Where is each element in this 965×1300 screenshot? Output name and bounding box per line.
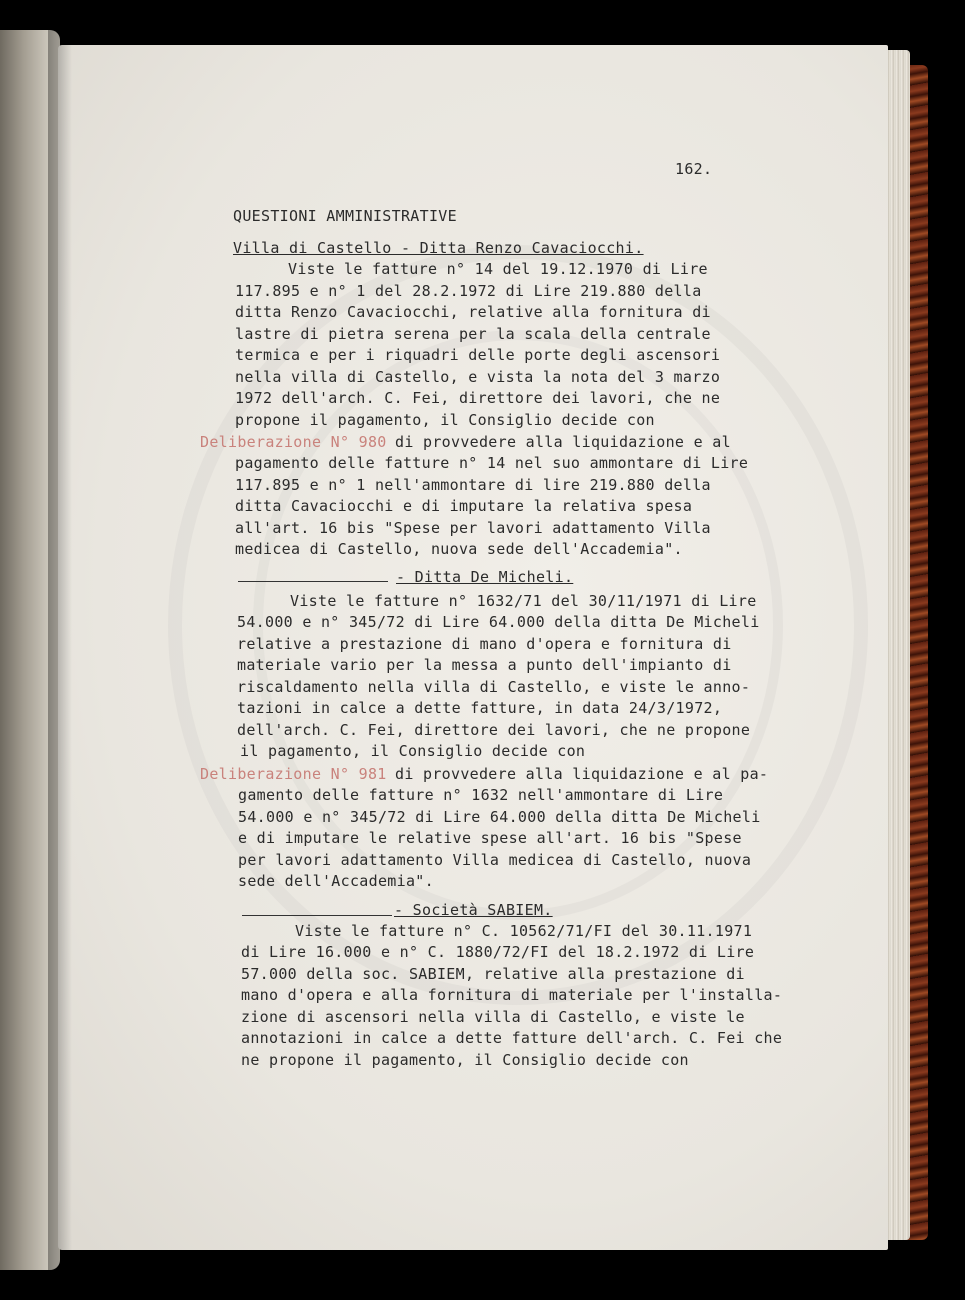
page-heading: QUESTIONI AMMINISTRATIVE xyxy=(233,207,457,225)
text-line: sede dell'Accademia". xyxy=(238,872,434,890)
section-title-cavaciocchi: Villa di Castello - Ditta Renzo Cavaciocchi. xyxy=(233,239,644,257)
deliberation-number: Deliberazione N° 980 xyxy=(200,433,387,451)
text-line: e di imputare le relative spese all'art. 16 bis "Spese xyxy=(238,829,742,847)
text-line: medicea di Castello, nuova sede dell'Accademia". xyxy=(235,540,683,558)
text-line: 1972 dell'arch. C. Fei, direttore dei lavori, che ne xyxy=(235,389,721,407)
section-title-de-micheli: - Ditta De Micheli. xyxy=(396,568,574,586)
text-line: 117.895 e n° 1 nell'ammontare di lire 219.880 della xyxy=(235,476,711,494)
blank-rule xyxy=(238,581,388,582)
book-gutter-shadow xyxy=(48,30,72,1270)
text-line: tazioni in calce a dette fatture, in data 24/3/1972, xyxy=(237,699,723,717)
text-line: propone il pagamento, il Consiglio decide con xyxy=(235,411,655,429)
text-line: di Lire 16.000 e n° C. 1880/72/FI del 18.2.1972 di Lire xyxy=(241,943,755,961)
blank-rule xyxy=(242,915,392,916)
text-line: ne propone il pagamento, il Consiglio decide con xyxy=(241,1051,689,1069)
section-title-sabiem: - Società SABIEM. xyxy=(394,901,553,919)
text-line: 117.895 e n° 1 del 28.2.1972 di Lire 219.880 della xyxy=(235,282,702,300)
text-line: dell'arch. C. Fei, direttore dei lavori, che ne propone xyxy=(237,721,751,739)
text-line: per lavori adattamento Villa medicea di Castello, nuova xyxy=(238,851,752,869)
text-line: ditta Cavaciocchi e di imputare la relativa spesa xyxy=(235,497,693,515)
page-number: 162. xyxy=(675,160,713,178)
text-line: di provvedere alla liquidazione e al pa- xyxy=(395,765,769,783)
text-line: all'art. 16 bis "Spese per lavori adattamento Villa xyxy=(235,519,711,537)
text-line: Viste le fatture n° 14 del 19.12.1970 di Lire xyxy=(288,260,708,278)
text-line: nella villa di Castello, e vista la nota del 3 marzo xyxy=(235,368,721,386)
text-line: di provvedere alla liquidazione e al xyxy=(395,433,731,451)
text-line: Viste le fatture n° C. 10562/71/FI del 30.11.1971 xyxy=(295,922,753,940)
text-line: 57.000 della soc. SABIEM, relative alla prestazione di xyxy=(241,965,745,983)
text-line: materiale vario per la messa a punto dell'impianto di xyxy=(237,656,732,674)
text-line: gamento delle fatture n° 1632 nell'ammontare di Lire xyxy=(238,786,724,804)
text-line: riscaldamento nella villa di Castello, e viste le anno- xyxy=(237,678,751,696)
text-line: relative a prestazione di mano d'opera e fornitura di xyxy=(237,635,732,653)
text-line: pagamento delle fatture n° 14 nel suo ammontare di Lire xyxy=(235,454,749,472)
text-line: 54.000 e n° 345/72 di Lire 64.000 della ditta De Micheli xyxy=(238,808,761,826)
text-line: annotazioni in calce a dette fatture dell'arch. C. Fei che xyxy=(241,1029,783,1047)
text-line: Viste le fatture n° 1632/71 del 30/11/1971 di Lire xyxy=(290,592,757,610)
text-line: termica e per i riquadri delle porte degli ascensori xyxy=(235,346,721,364)
text-line: mano d'opera e alla fornitura di materiale per l'installa- xyxy=(241,986,783,1004)
deliberation-number: Deliberazione N° 981 xyxy=(200,765,387,783)
text-line: zione di ascensori nella villa di Castello, e viste le xyxy=(241,1008,745,1026)
text-line: il pagamento, il Consiglio decide con xyxy=(240,742,586,760)
text-line: lastre di pietra serena per la scala della centrale xyxy=(235,325,711,343)
text-line: ditta Renzo Cavaciocchi, relative alla fornitura di xyxy=(235,303,711,321)
text-line: 54.000 e n° 345/72 di Lire 64.000 della ditta De Micheli xyxy=(237,613,760,631)
